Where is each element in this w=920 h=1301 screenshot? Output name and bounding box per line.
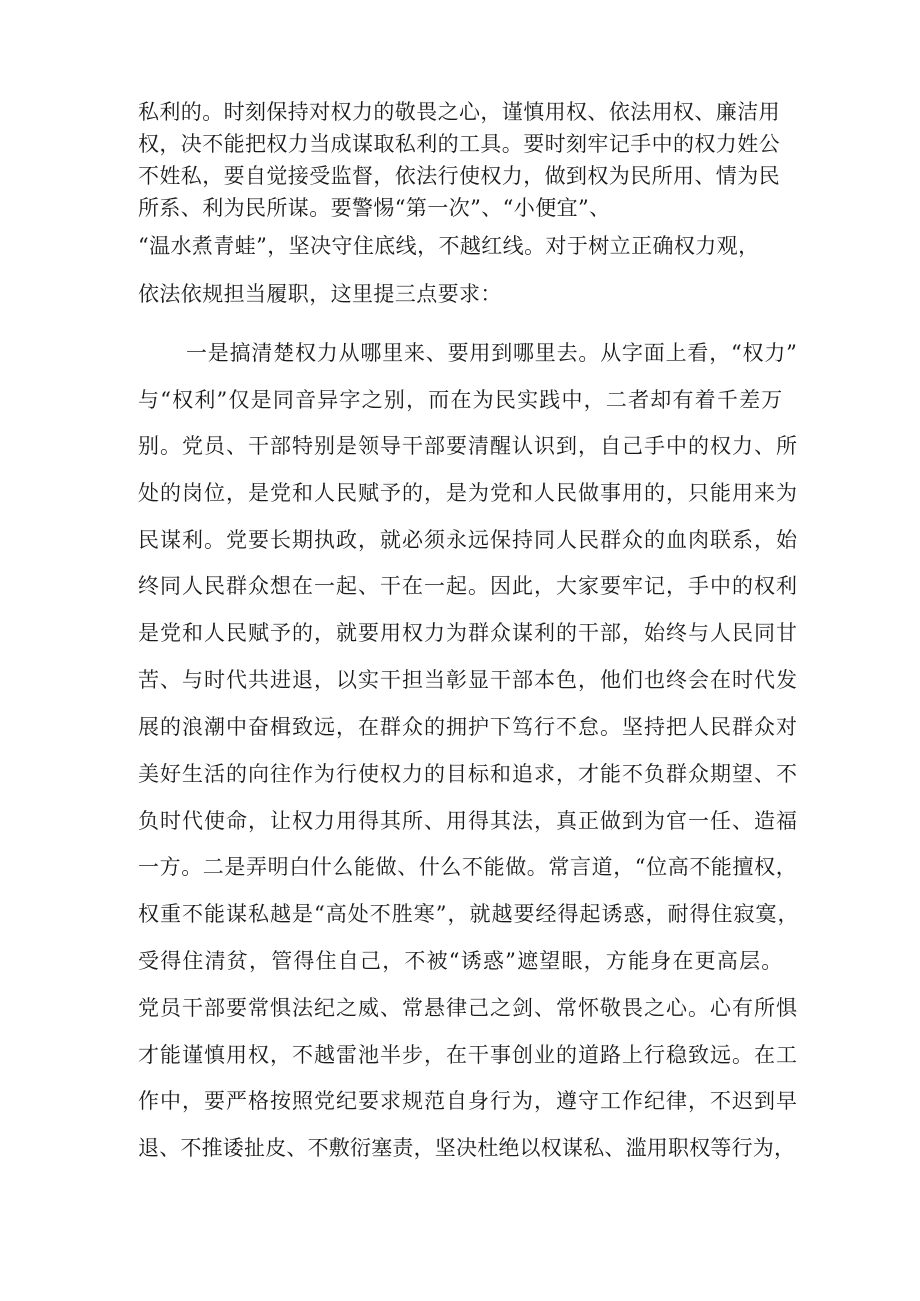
text-line: 展的浪潮中奋楫致远，在群众的拥护下笃行不怠。坚持把人民群众对 <box>138 715 798 739</box>
text-line: 权重不能谋私越是“高处不胜寒”，就越要经得起诱惑，耐得住寂寞， <box>138 902 800 926</box>
paragraph-first-line: 一是搞清楚权力从哪里来、要用到哪里去。从字面上看，“权力” <box>186 341 798 365</box>
text-line: 美好生活的向往作为行使权力的目标和追求，才能不负群众期望、不 <box>138 762 798 786</box>
text-line: 是党和人民赋予的，就要用权力为群众谋利的干部，始终与人民同甘 <box>138 621 798 645</box>
text-line: 终同人民群众想在一起、干在一起。因此，大家要牢记，手中的权利 <box>138 574 798 598</box>
text-line: 所系、利为民所谋。要警惕“第一次”、“小便宜”、 <box>138 196 611 220</box>
text-line: 才能谨慎用权，不越雷池半步，在干事创业的道路上行稳致远。在工 <box>138 1043 798 1067</box>
text-line: 受得住清贫，管得住自己，不被“诱惑”遮望眼，方能身在更高层。 <box>138 949 784 973</box>
text-line: 一方。二是弄明白什么能做、什么不能做。常言道，“位高不能擅权， <box>138 855 798 879</box>
text-line: 依法依规担当履职，这里提三点要求： <box>138 282 502 306</box>
text-line: 苦、与时代共进退，以实干担当彰显干部本色，他们也终会在时代发 <box>138 668 798 692</box>
text-line: 党员干部要常惧法纪之威、常悬律己之剑、常怀敬畏之心。心有所惧 <box>138 996 798 1020</box>
text-line: 民谋利。党要长期执政，就必须永远保持同人民群众的血肉联系，始 <box>138 528 798 552</box>
text-line: 不姓私，要自觉接受监督，依法行使权力，做到权为民所用、情为民 <box>138 164 780 188</box>
text-line: “温水煮青蛙”，坚决守住底线，不越红线。对于树立正确权力观， <box>138 234 760 258</box>
text-line: 处的岗位，是党和人民赋予的，是为党和人民做事用的，只能用来为 <box>138 481 798 505</box>
text-line: 权，决不能把权力当成谋取私利的工具。要时刻牢记手中的权力姓公 <box>138 132 780 156</box>
text-line: 负时代使命，让权力用得其所、用得其法，真正做到为官一任、造福 <box>138 809 798 833</box>
text-line: 退、不推诿扯皮、不敷衍塞责，坚决杜绝以权谋私、滥用职权等行为， <box>138 1136 796 1160</box>
text-line: 别。党员、干部特别是领导干部要清醒认识到，自己手中的权力、所 <box>138 434 798 458</box>
text-line: 作中，要严格按照党纪要求规范自身行为，遵守工作纪律，不迟到早 <box>138 1089 798 1113</box>
text-line: 与“权利”仅是同音异字之别，而在为民实践中，二者却有着千差万 <box>138 388 784 412</box>
text-line: 私利的。时刻保持对权力的敬畏之心，谨慎用权、依法用权、廉洁用 <box>138 100 780 124</box>
